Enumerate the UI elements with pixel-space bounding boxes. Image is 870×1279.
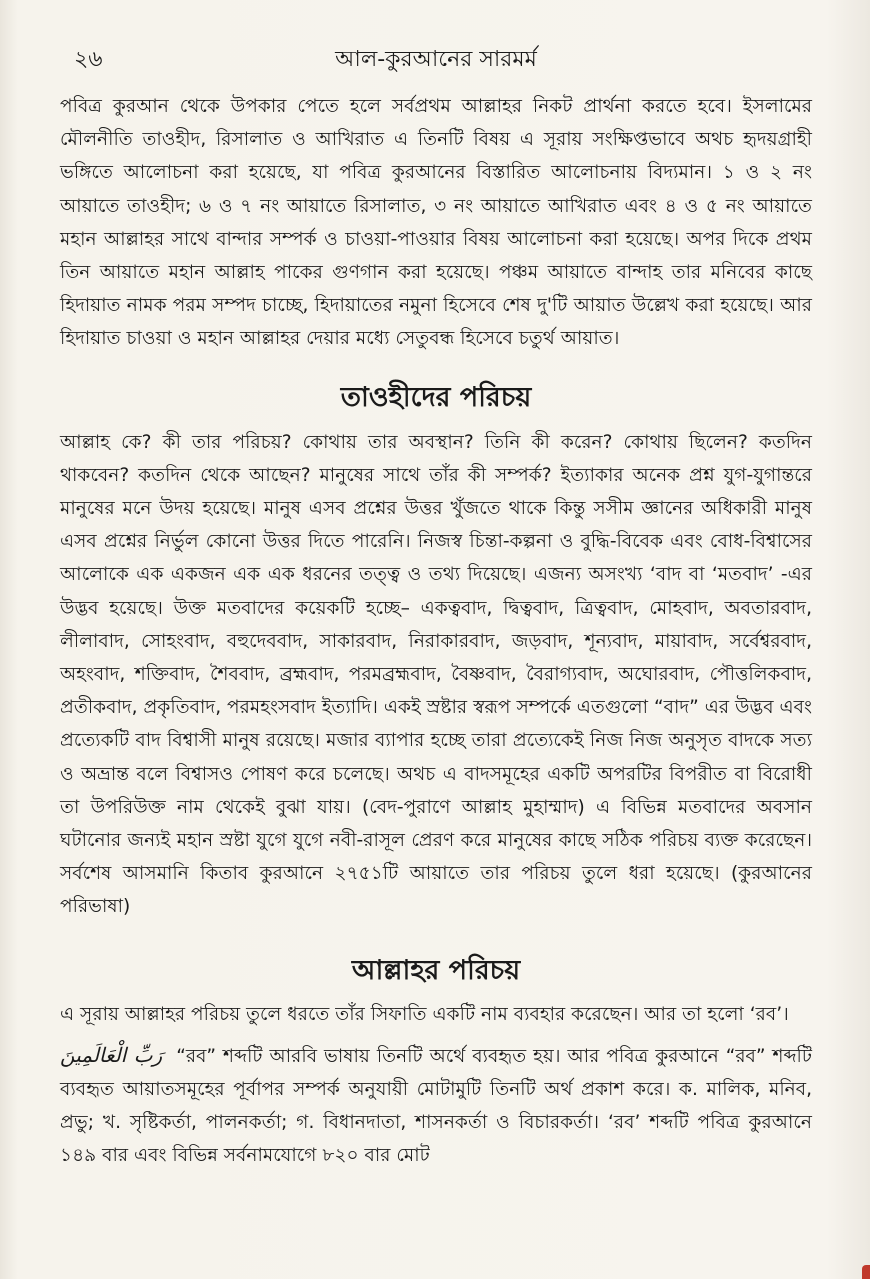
rabb-paragraph-text: “রব” শব্দটি আরবি ভাষায় তিনটি অর্থে ব্যবহৃত হয়। আর পবিত্র কুরআনে “রব” শব্দটি ব্যবহৃত আয়াতসমূহের পূর্বাপর সম্পর্ক অনুযায়ী মোটামুটি তিনটি অর্থ প্রকাশ করে। ক. মালিক, মনিব, প্রভু; খ. সৃষ্টিকর্তা, পালনকর্তা; গ. বিধানদাতা, শাসনকর্তা ও বিচারকর্তা। ‘রব’ শব্দটি পবিত্র কুরআনে ১৪৯ বার এবং বিভিন্ন সর্বনামযোগে ৮২০ বার মোট: [60, 1045, 813, 1167]
page-number: ২৬: [74, 47, 103, 72]
arabic-phrase: رَبِّ الْعَالَمِينَ: [60, 1042, 163, 1067]
tawheed-paragraph: আল্লাহ কে? কী তার পরিচয়? কোথায় তার অবস্থান? তিনি কী করেন? কোথায় ছিলেন? কতদিন থাকবেন? কতদিন থেকে আছেন? মানুষের সাথে তাঁর কী সম্পর্ক? ইত্যাকার অনেক প্রশ্ন যুগ-যুগান্তরে মানুষের মনে উদয় হয়েছে। মানুষ এসব প্রশ্নের উত্তর খুঁজতে থাকে কিন্তু সসীম জ্ঞানের অধিকারী মানুষ এসব প্রশ্নের নির্ভুল কোনো উত্তর দিতে পারেনি। নিজস্ব চিন্তা-কল্পনা ও বুদ্ধি-বিবেক এবং বোধ-বিশ্বাসের আলোকে এক একজন এক এক ধরনের তত্ত্ব ও তথ্য দিয়েছে। এজন্য অসংখ্য ‘বাদ বা ‘মতবাদ’ -এর উদ্ভব হয়েছে। উক্ত মতবাদের কয়েকটি হচ্ছে– একত্ববাদ, দ্বিত্ববাদ, ত্রিত্ববাদ, মোহবাদ, অবতারবাদ, লীলাবাদ, সোহংবাদ, বহুদেববাদ, সাকারবাদ, নিরাকারবাদ, জড়বাদ, শূন্যবাদ, মায়াবাদ, সর্বেশ্বরবাদ, অহংবাদ, শক্তিবাদ, শৈববাদ, ব্রহ্মবাদ, পরমব্রহ্মবাদ, বৈষ্ণবাদ, বৈরাগ্যবাদ, অঘোরবাদ, পৌত্তলিকবাদ, প্রতীকবাদ, প্রকৃতিবাদ, পরমহংসবাদ ইত্যাদি। একই স্রষ্টার স্বরূপ সম্পর্কে এতগুলো “বাদ” এর উদ্ভব এবং প্রত্যেকটি বাদ বিশ্বাসী মানুষ রয়েছে। মজার ব্যাপার হচ্ছে তারা প্রত্যেকেই নিজ নিজ অনুসৃত বাদকে সত্য ও অভ্রান্ত বলে বিশ্বাসও পোষণ করে চলেছে। অথচ এ বাদসমূহের একটি অপরটির বিপরীত বা বিরোধী তা উপরিউক্ত নাম থেকেই বুঝা যায়। (বেদ-পুরাণে আল্লাহ মুহাম্মাদ) এ বিভিন্ন মতবাদের অবসান ঘটানোর জন্যই মহান স্রষ্টা যুগে যুগে নবী-রাসূল প্রেরণ করে মানুষের কাছে সঠিক পরিচয় ব্যক্ত করেছেন। সর্বশেষ আসমানি কিতাব কুরআনে ২৭৫১টি আয়াতে তার পরিচয় তুলে ধরা হয়েছে। (কুরআনের পরিভাষা): [60, 431, 812, 918]
page-edge-marker: [862, 1265, 870, 1279]
book-title: আল-কুরআনের সারমর্ম: [335, 47, 537, 72]
running-header: [60, 42, 812, 78]
section-heading-allah: আল্লাহর পরিচয়: [351, 954, 521, 986]
rabb-paragraph: [60, 1039, 812, 1173]
intro-paragraph: পবিত্র কুরআন থেকে উপকার পেতে হলে সর্বপ্রথম আল্লাহর নিকট প্রার্থনা করতে হবে। ইসলামের মৌলনীতি তাওহীদ, রিসালাত ও আখিরাত এ তিনটি বিষয় এ সূরায় সংক্ষিপ্তভাবে অথচ হৃদয়গ্রাহী ভঙ্গিতে আলোচনা করা হয়েছে, যা পবিত্র কুরআনের বিস্তারিত আলোচনায় বিদ্যমান। ১ ও ২ নং আয়াতে তাওহীদ; ৬ ও ৭ নং আয়াতে রিসালাত, ৩ নং আয়াতে আখিরাত এবং ৪ ও ৫ নং আয়াতে মহান আল্লাহর সাথে বান্দার সম্পর্ক ও চাওয়া-পাওয়ার বিষয় আলোচনা করা হয়েছে। অপর দিকে প্রথম তিন আয়াতে মহান আল্লাহ পাকের গুণগান করা হয়েছে। পঞ্চম আয়াতে বান্দাহ তার মনিবের কাছে হিদায়াত নামক পরম সম্পদ চাচ্ছে, হিদায়াতের নমুনা হিসেবে শেষ দু'টি আয়াত উল্লেখ করা হয়েছে। আর হিদায়াত চাওয়া ও মহান আল্লাহর দেয়ার মধ্যে সেতুবন্ধ হিসেবে চতুর্থ আয়াত।: [60, 96, 812, 350]
section-heading-tawheed: তাওহীদের পরিচয়: [340, 381, 532, 413]
allah-intro-paragraph: এ সূরায় আল্লাহর পরিচয় তুলে ধরতে তাঁর সিফাতি একটি নাম ব্যবহার করেছেন। আর তা হলো ‘রব’।: [60, 1003, 789, 1025]
